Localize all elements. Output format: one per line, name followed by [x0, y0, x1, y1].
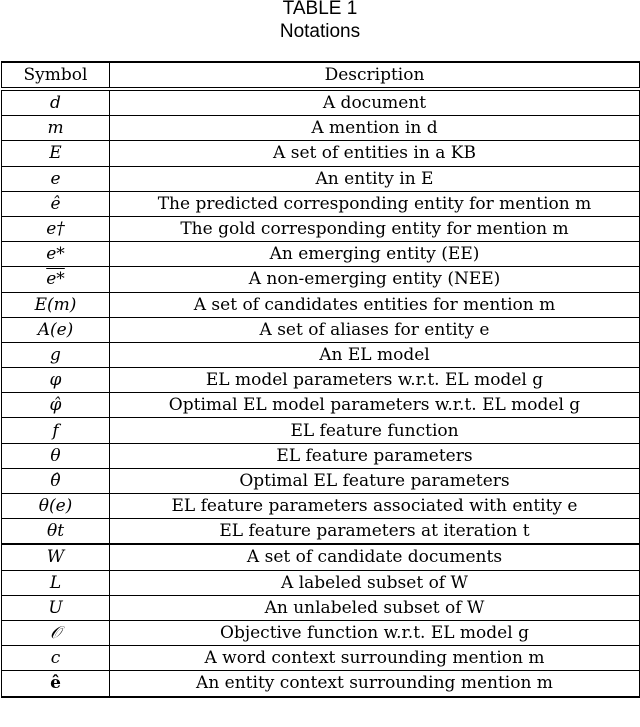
description-cell: A set of candidate documents: [110, 544, 640, 570]
table-row: [2, 468, 640, 493]
description-cell: A document: [110, 89, 640, 116]
symbol-cell: 𝒪: [2, 620, 110, 645]
table-row: [2, 242, 640, 267]
description-cell: A set of aliases for entity e: [110, 317, 640, 342]
symbol-cell: d: [2, 89, 110, 116]
table-header-row: [2, 62, 640, 89]
table-caption-subtitle: Notations: [279, 21, 361, 42]
header-symbol: Symbol: [2, 62, 110, 89]
notations-table: [1, 61, 640, 698]
table-row: [2, 368, 640, 393]
description-cell: A set of entities in a KB: [110, 141, 640, 166]
description-cell: The predicted corresponding entity for mention m: [110, 191, 640, 216]
table-row: [2, 342, 640, 367]
symbol-cell: m: [2, 116, 110, 141]
description-cell: EL feature parameters at iteration t: [110, 519, 640, 545]
description-cell: Optimal EL model parameters w.r.t. EL model g: [110, 393, 640, 418]
table-row: [2, 393, 640, 418]
symbol-cell: U: [2, 595, 110, 620]
description-cell: EL feature function: [110, 418, 640, 443]
description-cell: Objective function w.r.t. EL model g: [110, 620, 640, 645]
symbol-cell: θt: [2, 519, 110, 545]
symbol-cell: e†: [2, 216, 110, 241]
description-cell: An entity in E: [110, 166, 640, 191]
symbol-cell: e*: [2, 242, 110, 267]
symbol-cell: c: [2, 646, 110, 671]
table-row: [2, 443, 640, 468]
symbol-cell: e*: [2, 267, 110, 292]
table-row: [2, 519, 640, 545]
description-cell: An unlabeled subset of W: [110, 595, 640, 620]
description-cell: EL feature parameters associated with entity e: [110, 494, 640, 519]
description-cell: A set of candidates entities for mention m: [110, 292, 640, 317]
symbol-cell: φ: [2, 368, 110, 393]
symbol-cell: θ(e): [2, 494, 110, 519]
description-cell: The gold corresponding entity for mention m: [110, 216, 640, 241]
table-row: [2, 116, 640, 141]
symbol-cell: W: [2, 544, 110, 570]
description-cell: EL model parameters w.r.t. EL model g: [110, 368, 640, 393]
symbol-cell: A(e): [2, 317, 110, 342]
symbol-cell: ê: [2, 671, 110, 697]
table-row: [2, 216, 640, 241]
table-row: [2, 620, 640, 645]
description-cell: An entity context surrounding mention m: [110, 671, 640, 697]
table-row: [2, 191, 640, 216]
table-row: [2, 570, 640, 595]
symbol-cell: θ: [2, 443, 110, 468]
table-row: [2, 317, 640, 342]
description-cell: A word context surrounding mention m: [110, 646, 640, 671]
symbol-cell: e: [2, 166, 110, 191]
symbol-cell: φ̂: [2, 393, 110, 418]
symbol-cell: f: [2, 418, 110, 443]
description-cell: A mention in d: [110, 116, 640, 141]
table-row: [2, 418, 640, 443]
description-cell: Optimal EL feature parameters: [110, 468, 640, 493]
table-row: [2, 494, 640, 519]
table-row: [2, 646, 640, 671]
table-row: [2, 267, 640, 292]
table-row: [2, 141, 640, 166]
description-cell: An EL model: [110, 342, 640, 367]
description-cell: A non-emerging entity (NEE): [110, 267, 640, 292]
table-caption-title: TABLE 1: [282, 0, 358, 19]
table-row: [2, 671, 640, 697]
table-row: [2, 89, 640, 116]
table-row: [2, 595, 640, 620]
symbol-cell: θ̂: [2, 468, 110, 493]
table-row: [2, 292, 640, 317]
header-description: Description: [110, 62, 640, 89]
symbol-cell: g: [2, 342, 110, 367]
table-row: [2, 544, 640, 570]
table-row: [2, 166, 640, 191]
description-cell: A labeled subset of W: [110, 570, 640, 595]
symbol-cell: L: [2, 570, 110, 595]
symbol-cell: ê: [2, 191, 110, 216]
symbol-cell: E: [2, 141, 110, 166]
description-cell: EL feature parameters: [110, 443, 640, 468]
symbol-cell: E(m): [2, 292, 110, 317]
description-cell: An emerging entity (EE): [110, 242, 640, 267]
